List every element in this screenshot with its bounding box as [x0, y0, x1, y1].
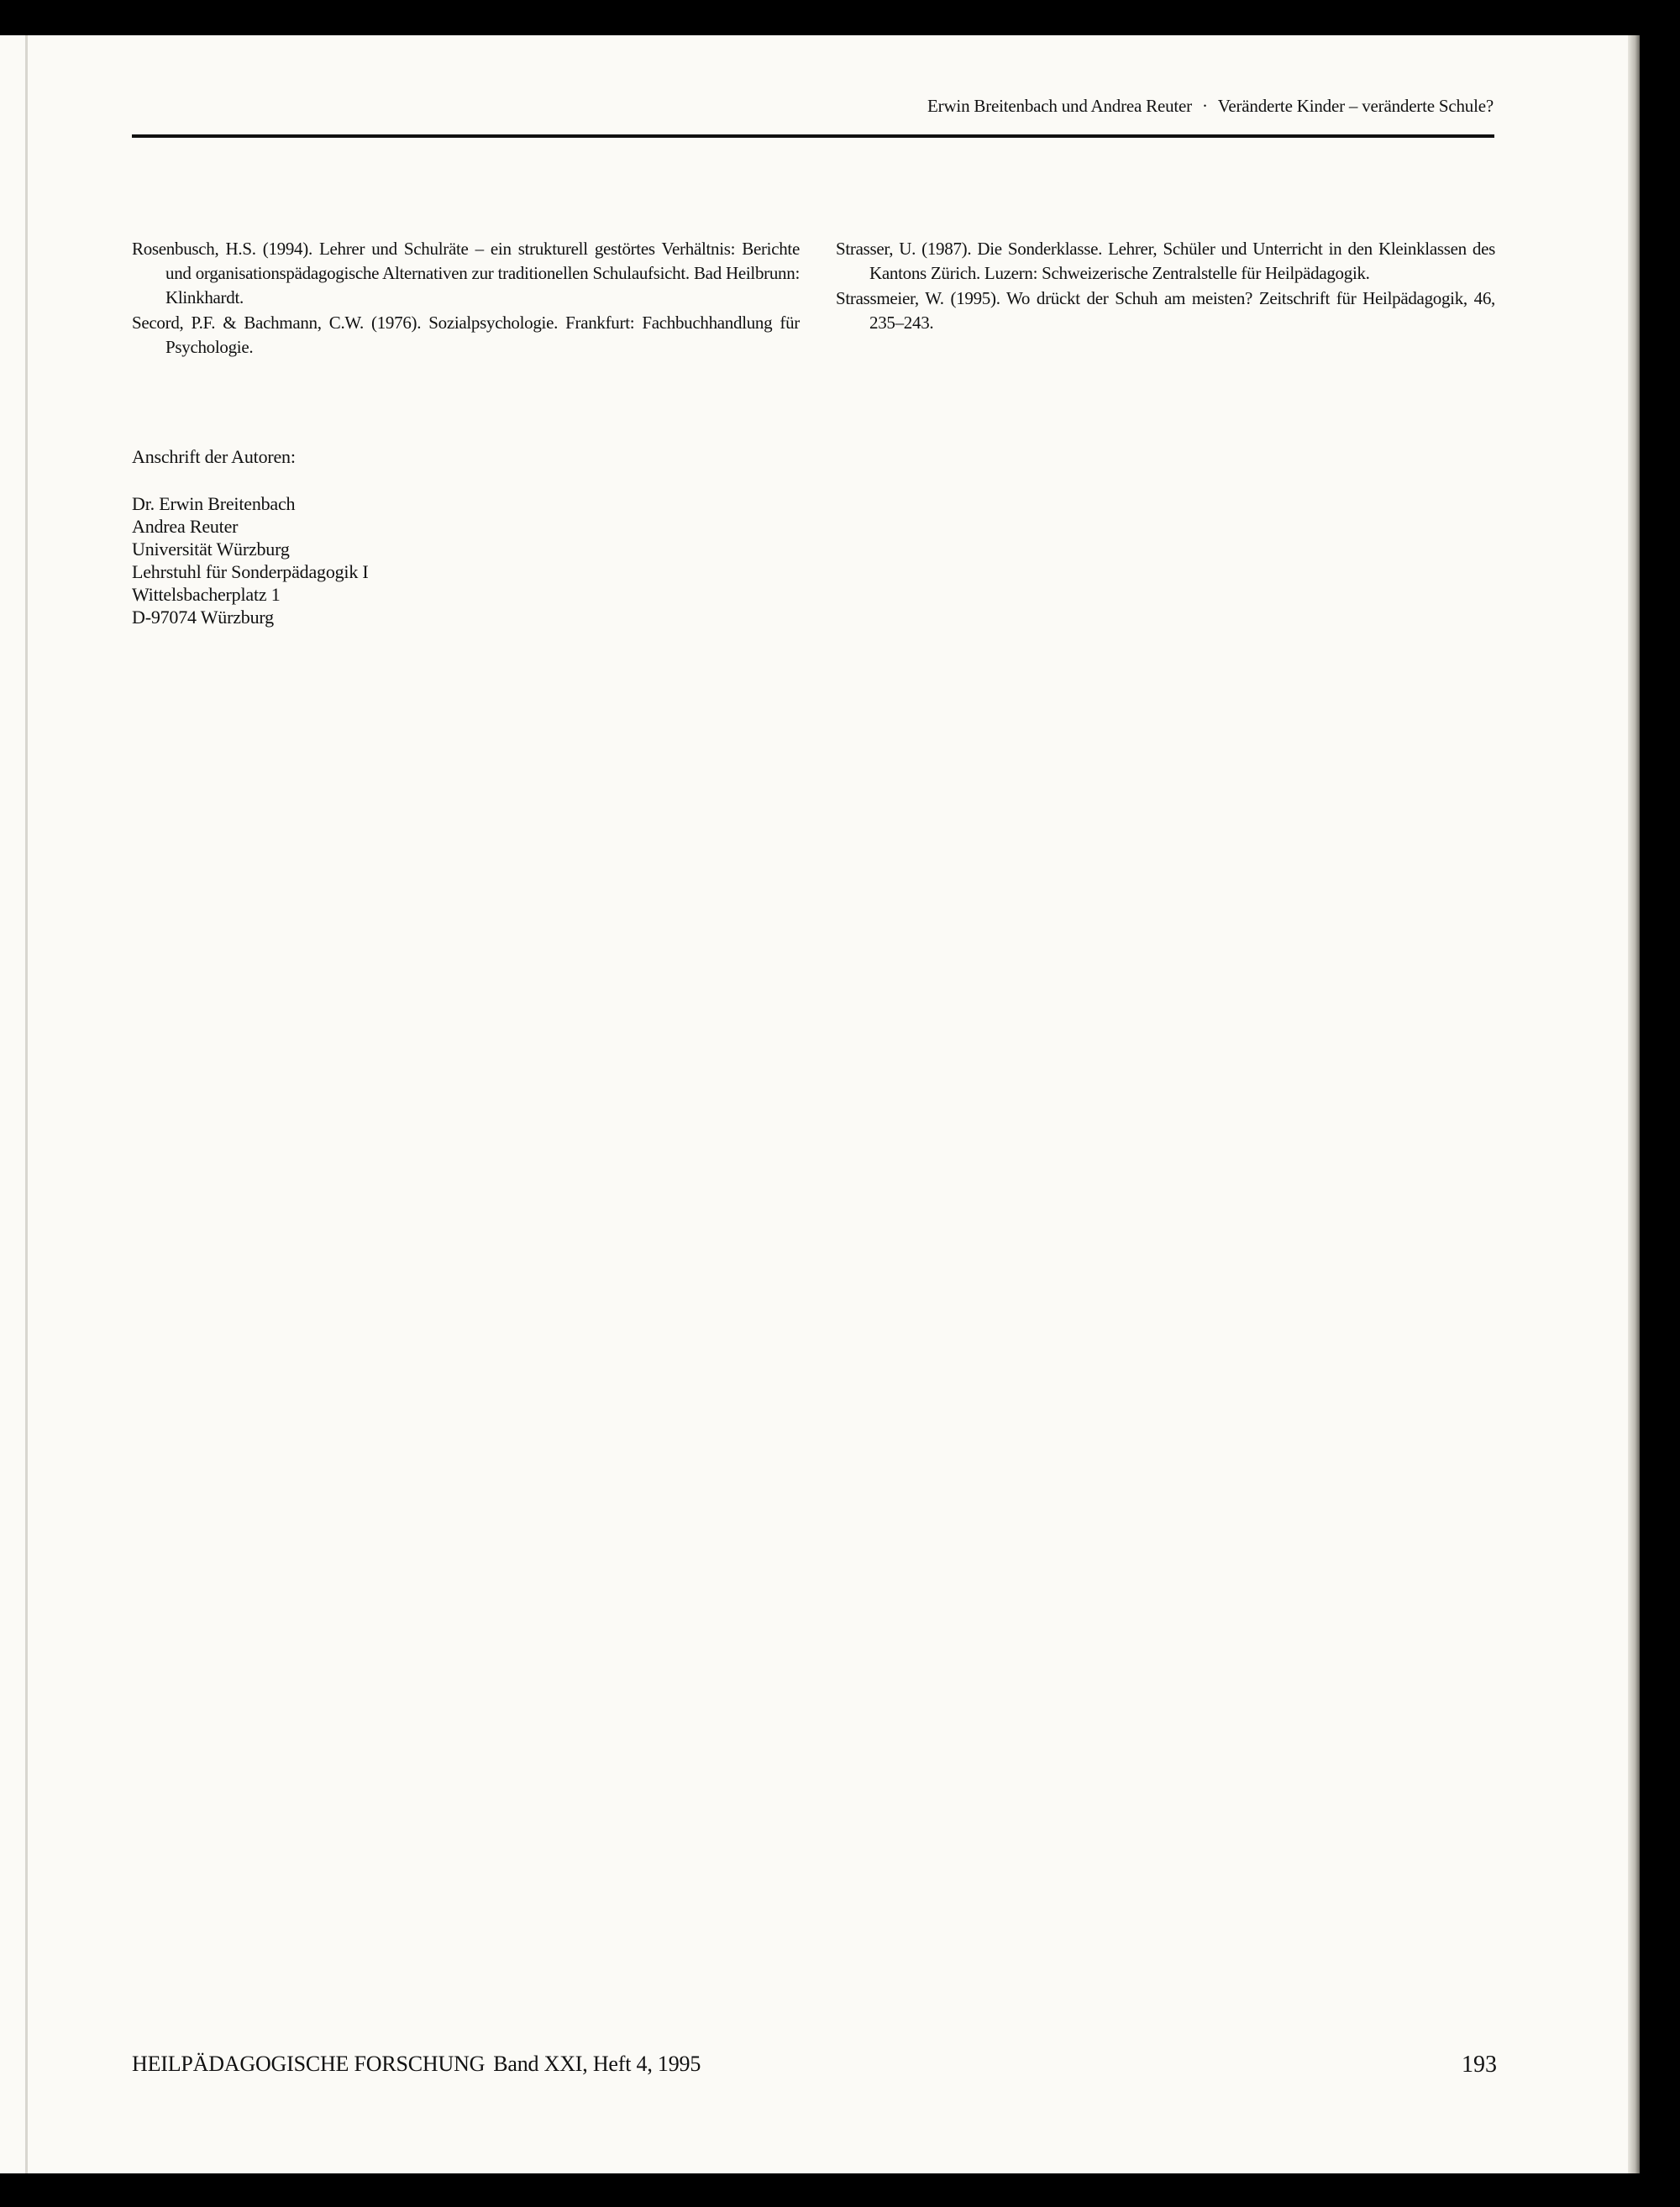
- address-line: Wittelsbacherplatz 1: [132, 584, 281, 605]
- running-head-title: Veränderte Kinder – veränderte Schule?: [1217, 96, 1494, 116]
- journal-issue: Band XXI, Heft 4, 1995: [493, 2052, 701, 2076]
- references-left-column: [132, 237, 800, 360]
- footer-journal-line: [132, 2052, 701, 2077]
- journal-page: [0, 35, 1628, 2173]
- running-head-authors: Erwin Breitenbach und Andrea Reuter: [927, 96, 1192, 116]
- address-label: Anschrift der Autoren:: [132, 446, 296, 467]
- references-right-column: [836, 237, 1495, 336]
- running-head: [927, 96, 1494, 117]
- page-edge-shadow: [1628, 35, 1640, 2173]
- journal-name: HEILPÄDAGOGISCHE FORSCHUNG: [132, 2052, 486, 2076]
- running-head-separator: ·: [1201, 96, 1208, 116]
- reference-entry: Rosenbusch, H.S. (1994). Lehrer und Schulräte – ein strukturell gestörtes Verhältnis: Berichte und organisationspädagogische Alternativen zur traditionellen Schulaufsicht. Bad Heilbrunn: Klinkhardt.: [132, 239, 800, 307]
- header-rule: [132, 134, 1494, 138]
- binding-shadow: [25, 35, 28, 2173]
- page-number: 193: [1462, 2052, 1497, 2078]
- address-line: Dr. Erwin Breitenbach: [132, 493, 296, 514]
- reference-entry: Strasser, U. (1987). Die Sonderklasse. Lehrer, Schüler und Unterricht in den Kleinklassen des Kantons Zürich. Luzern: Schweizerische Zentralstelle für Heilpädagogik.: [836, 239, 1495, 283]
- reference-entry: Strassmeier, W. (1995). Wo drückt der Schuh am meisten? Zeitschrift für Heilpädagogik, 46, 235–243.: [836, 288, 1495, 333]
- address-line: Andrea Reuter: [132, 516, 239, 537]
- address-line: D-97074 Würzburg: [132, 607, 274, 628]
- reference-entry: Secord, P.F. & Bachmann, C.W. (1976). Sozialpsychologie. Frankfurt: Fachbuchhandlung für Psychologie.: [132, 313, 800, 357]
- address-line: Universität Würzburg: [132, 539, 290, 560]
- author-address: [132, 445, 369, 628]
- address-line: Lehrstuhl für Sonderpädagogik I: [132, 561, 369, 582]
